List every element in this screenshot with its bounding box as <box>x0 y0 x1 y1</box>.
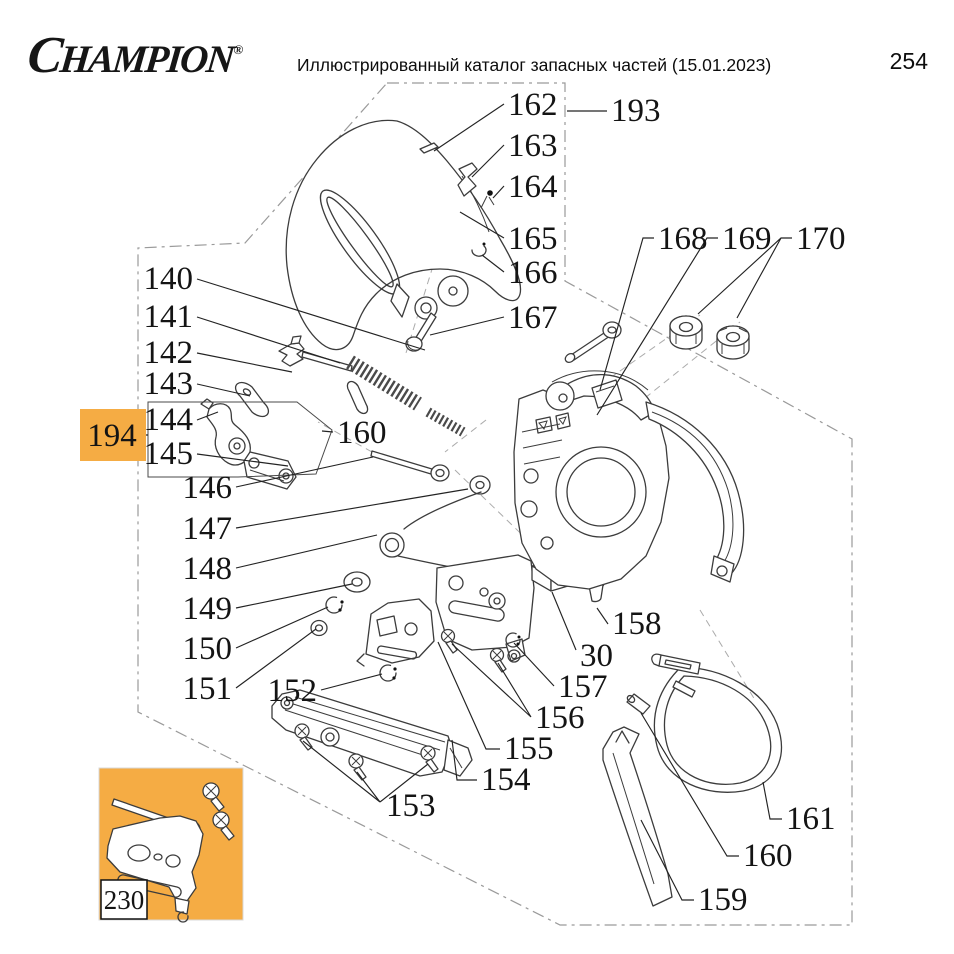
callout-152: 152 <box>267 673 317 709</box>
callout-230: 230 <box>103 885 145 915</box>
brake-housing-drawing <box>514 371 744 589</box>
callout-144: 144 <box>143 402 193 438</box>
callout-140: 140 <box>143 261 193 297</box>
callout-194: 194 <box>87 418 137 454</box>
callout-169: 169 <box>722 221 772 257</box>
callout-156: 156 <box>535 700 585 736</box>
callout-153: 153 <box>386 788 436 824</box>
bushing-147-drawing <box>470 476 490 494</box>
callout-165: 165 <box>508 221 558 257</box>
chain-catcher-plate-drawing <box>357 599 434 666</box>
callout-166: 166 <box>508 255 558 291</box>
callout-167: 167 <box>508 300 558 336</box>
page-number: 254 <box>889 48 928 74</box>
bushing-143-drawing <box>236 383 269 417</box>
callout-143: 143 <box>143 366 193 402</box>
callout-145: 145 <box>143 436 193 472</box>
callout-155: 155 <box>504 731 554 767</box>
callout-148: 148 <box>182 551 232 587</box>
callout-193: 193 <box>611 93 661 129</box>
guide-plate-159-drawing <box>603 727 672 906</box>
stud-168-drawing <box>564 322 621 364</box>
callout-164: 164 <box>508 169 558 205</box>
callout-141: 141 <box>143 299 193 335</box>
bushing-151-drawing <box>311 621 327 636</box>
callout-170: 170 <box>796 221 846 257</box>
brake-band-drawing <box>652 654 782 792</box>
registered-mark-icon: ® <box>232 42 245 57</box>
flange-nuts-170-drawing <box>670 316 749 359</box>
callout-146: 146 <box>182 470 232 506</box>
page-title: Иллюстрированный каталог запасных частей (15.01.2023) <box>297 55 772 75</box>
callout-162: 162 <box>508 87 558 123</box>
callout-168: 168 <box>658 221 708 257</box>
brand-rest: HAMPION <box>57 38 235 81</box>
front-handle-drawing <box>286 120 520 349</box>
torsion-spring-drawing <box>380 492 483 572</box>
callout-160-left: 160 <box>337 415 387 451</box>
callout-159: 159 <box>698 882 748 918</box>
eclip-152-drawing <box>380 665 397 681</box>
callout-30: 30 <box>580 638 613 674</box>
eclip-150-drawing <box>326 597 344 613</box>
callout-158: 158 <box>612 606 662 642</box>
callout-160-right: 160 <box>743 838 793 874</box>
brand-initial: C <box>24 27 64 84</box>
callout-154: 154 <box>481 762 531 798</box>
callout-161: 161 <box>786 801 836 837</box>
callout-163: 163 <box>508 128 558 164</box>
callout-149: 149 <box>182 591 232 627</box>
callout-151: 151 <box>182 671 232 707</box>
callout-157: 157 <box>558 669 608 705</box>
washer-149-drawing <box>344 572 370 592</box>
assembly-boundary <box>138 83 852 925</box>
callout-150: 150 <box>182 631 232 667</box>
pin-146-drawing <box>371 451 449 481</box>
callout-147: 147 <box>182 511 232 547</box>
callout-142: 142 <box>143 335 193 371</box>
inset-230 <box>99 768 243 922</box>
pin-160-drawing <box>626 694 650 714</box>
